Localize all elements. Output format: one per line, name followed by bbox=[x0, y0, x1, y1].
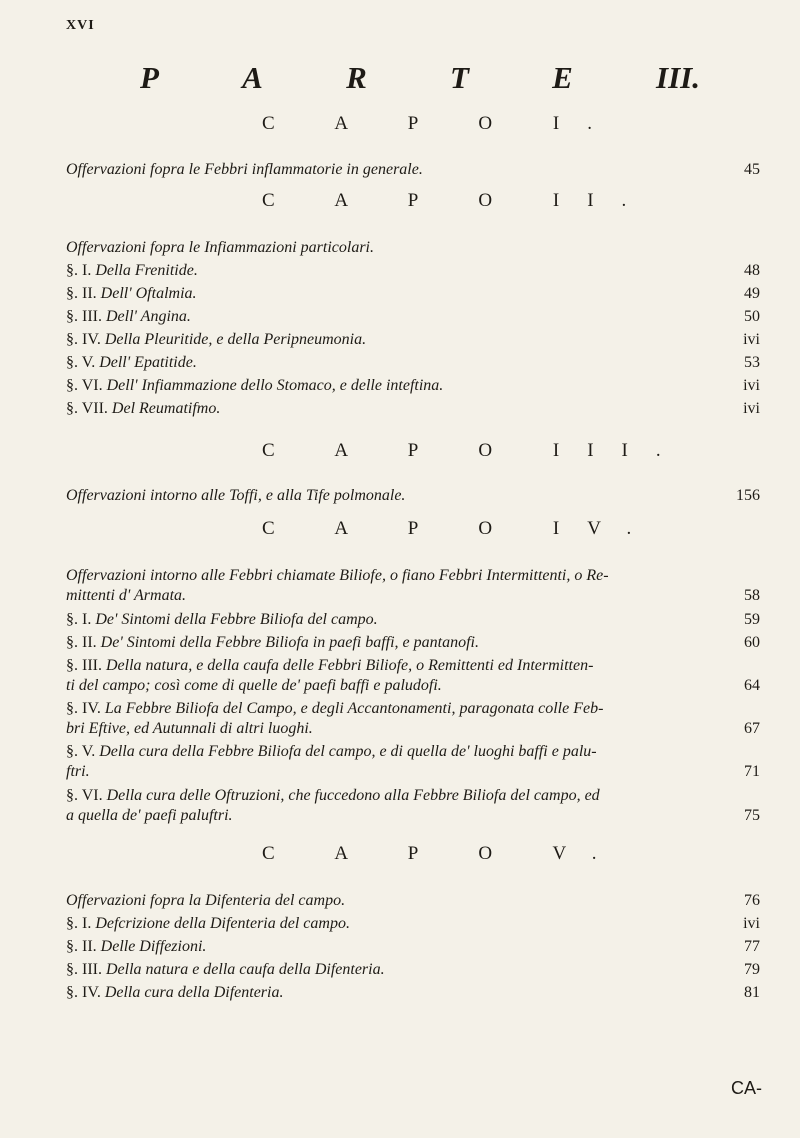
section-number: §. II. bbox=[66, 285, 97, 302]
catchword: CA- bbox=[731, 1078, 762, 1098]
page-number: 50 bbox=[744, 308, 760, 325]
toc-entry-continuation bbox=[66, 806, 760, 826]
entry-text: De' Sintomi della Febbre Biliofa in paefi baffi, e pantanofi. bbox=[100, 634, 479, 651]
part-title-letter: E bbox=[552, 60, 573, 95]
section-number: §. IV. bbox=[66, 984, 101, 1001]
entry-text: Dell' Infiammazione dello Stomaco, e delle inteftina. bbox=[106, 377, 444, 394]
page-number: ivi bbox=[743, 377, 760, 394]
section-number: §. III. bbox=[66, 657, 102, 674]
toc-entry bbox=[66, 238, 760, 258]
entry-text: ti del campo; così come di quelle de' paefi baffi e paludofi. bbox=[66, 677, 442, 694]
entry-text: Delle Diffezioni. bbox=[100, 938, 207, 955]
chapter-heading: C A P O V. bbox=[262, 843, 625, 864]
entry-text: Della cura della Febbre Biliofa del campo, e di quella de' luoghi baffi e palu- bbox=[99, 743, 597, 760]
toc-entry bbox=[66, 160, 760, 180]
part-title-letter: A bbox=[242, 60, 263, 95]
entry-text: a quella de' paefi paluftri. bbox=[66, 807, 233, 824]
part-title-letter: R bbox=[346, 60, 367, 95]
section-number: §. I. bbox=[66, 262, 92, 279]
entry-text: ftri. bbox=[66, 763, 90, 780]
entry-text: Defcrizione della Difenteria del campo. bbox=[95, 915, 350, 932]
toc-entry-continuation bbox=[66, 676, 760, 696]
entry-text: Della natura, e della caufa delle Febbri Biliofe, o Remittenti ed Intermitten- bbox=[105, 657, 594, 674]
entry-text: La Febbre Biliofa del Campo, e degli Accantonamenti, paragonata colle Feb- bbox=[104, 700, 604, 717]
page-number: 59 bbox=[744, 611, 760, 628]
page-number: 76 bbox=[744, 892, 760, 909]
entry-text: bri Eftive, ed Autunnali di altri luoghi. bbox=[66, 720, 313, 737]
section-number: §. I. bbox=[66, 915, 92, 932]
page-number: ivi bbox=[743, 400, 760, 417]
toc-entry bbox=[66, 633, 760, 653]
toc-entry bbox=[66, 656, 760, 676]
page-number: 77 bbox=[744, 938, 760, 955]
entry-text: Offervazioni fopra la Difenteria del campo. bbox=[66, 892, 346, 909]
section-number: §. V. bbox=[66, 354, 96, 371]
toc-entry bbox=[66, 786, 760, 806]
toc-entry bbox=[66, 937, 760, 957]
entry-text: Della Frenitide. bbox=[95, 262, 198, 279]
page-number: 45 bbox=[744, 161, 760, 178]
toc-entry bbox=[66, 960, 760, 980]
section-number: §. V. bbox=[66, 743, 96, 760]
entry-text: Dell' Epatitide. bbox=[99, 354, 197, 371]
page-number: 67 bbox=[744, 720, 760, 737]
toc-entry-continuation bbox=[66, 719, 760, 739]
part-title bbox=[140, 60, 700, 96]
page-number: 75 bbox=[744, 807, 760, 824]
page-number: ivi bbox=[743, 331, 760, 348]
section-number: §. VII. bbox=[66, 400, 108, 417]
toc-entry bbox=[66, 284, 760, 304]
entry-text: Offervazioni intorno alle Toffi, e alla Tife polmonale. bbox=[66, 487, 406, 504]
entry-text: Della natura e della caufa della Difenteria. bbox=[105, 961, 385, 978]
entry-text: Offervazioni fopra le Febbri inflammatorie in generale. bbox=[66, 161, 423, 178]
toc-entry bbox=[66, 307, 760, 327]
entry-text: Della Pleuritide, e della Peripneumonia. bbox=[104, 331, 367, 348]
page-number: 60 bbox=[744, 634, 760, 651]
page-number: 71 bbox=[744, 763, 760, 780]
toc-entry bbox=[66, 486, 760, 506]
toc-entry bbox=[66, 983, 760, 1003]
toc-entry bbox=[66, 261, 760, 281]
page-number: 58 bbox=[744, 587, 760, 604]
toc-entry bbox=[66, 399, 760, 419]
section-number: §. II. bbox=[66, 938, 97, 955]
page-number: 64 bbox=[744, 677, 760, 694]
page-number: 79 bbox=[744, 961, 760, 978]
chapter-heading: C A P O III. bbox=[262, 440, 689, 461]
section-number: §. II. bbox=[66, 634, 97, 651]
part-title-letter: III. bbox=[656, 60, 700, 95]
page-number: 49 bbox=[744, 285, 760, 302]
page-number: ivi bbox=[743, 915, 760, 932]
toc-entry bbox=[66, 891, 760, 911]
toc-entry bbox=[66, 914, 760, 934]
toc-entry bbox=[66, 353, 760, 373]
toc-entry-continuation bbox=[66, 586, 760, 606]
page-number: 81 bbox=[744, 984, 760, 1001]
entry-text: De' Sintomi della Febbre Biliofa del campo. bbox=[95, 611, 378, 628]
entry-text: Offervazioni intorno alle Febbri chiamate Biliofe, o fiano Febbri Intermittenti, o Re- bbox=[66, 567, 609, 584]
toc-entry bbox=[66, 376, 760, 396]
entry-text: Dell' Angina. bbox=[105, 308, 191, 325]
section-number: §. IV. bbox=[66, 331, 101, 348]
section-number: §. I. bbox=[66, 611, 92, 628]
toc-entry bbox=[66, 610, 760, 630]
part-title-letter: P bbox=[140, 60, 159, 95]
page-number: 156 bbox=[736, 487, 760, 504]
entry-text: mittenti d' Armata. bbox=[66, 587, 187, 604]
chapter-heading: C A P O II. bbox=[262, 190, 655, 211]
section-number: §. III. bbox=[66, 308, 102, 325]
toc-entry bbox=[66, 566, 760, 586]
entry-text: Del Reumatifmo. bbox=[111, 400, 221, 417]
entry-text: Della cura delle Oftruzioni, che fuccedono alla Febbre Biliofa del campo, ed bbox=[106, 787, 600, 804]
signature-mark: XVI bbox=[66, 18, 95, 33]
section-number: §. III. bbox=[66, 961, 102, 978]
toc-entry-continuation bbox=[66, 762, 760, 782]
part-title-letter: T bbox=[449, 60, 469, 95]
toc-entry bbox=[66, 742, 760, 762]
chapter-heading: C A P O I. bbox=[262, 113, 620, 134]
entry-text: Della cura della Difenteria. bbox=[104, 984, 284, 1001]
toc-entry bbox=[66, 699, 760, 719]
section-number: §. IV. bbox=[66, 700, 101, 717]
entry-text: Dell' Oftalmia. bbox=[100, 285, 197, 302]
entry-text: Offervazioni fopra le Infiammazioni particolari. bbox=[66, 239, 374, 256]
section-number: §. VI. bbox=[66, 377, 103, 394]
toc-entry bbox=[66, 330, 760, 350]
section-number: §. VI. bbox=[66, 787, 103, 804]
chapter-heading: C A P O IV. bbox=[262, 518, 660, 539]
page-number: 48 bbox=[744, 262, 760, 279]
page-number: 53 bbox=[744, 354, 760, 371]
